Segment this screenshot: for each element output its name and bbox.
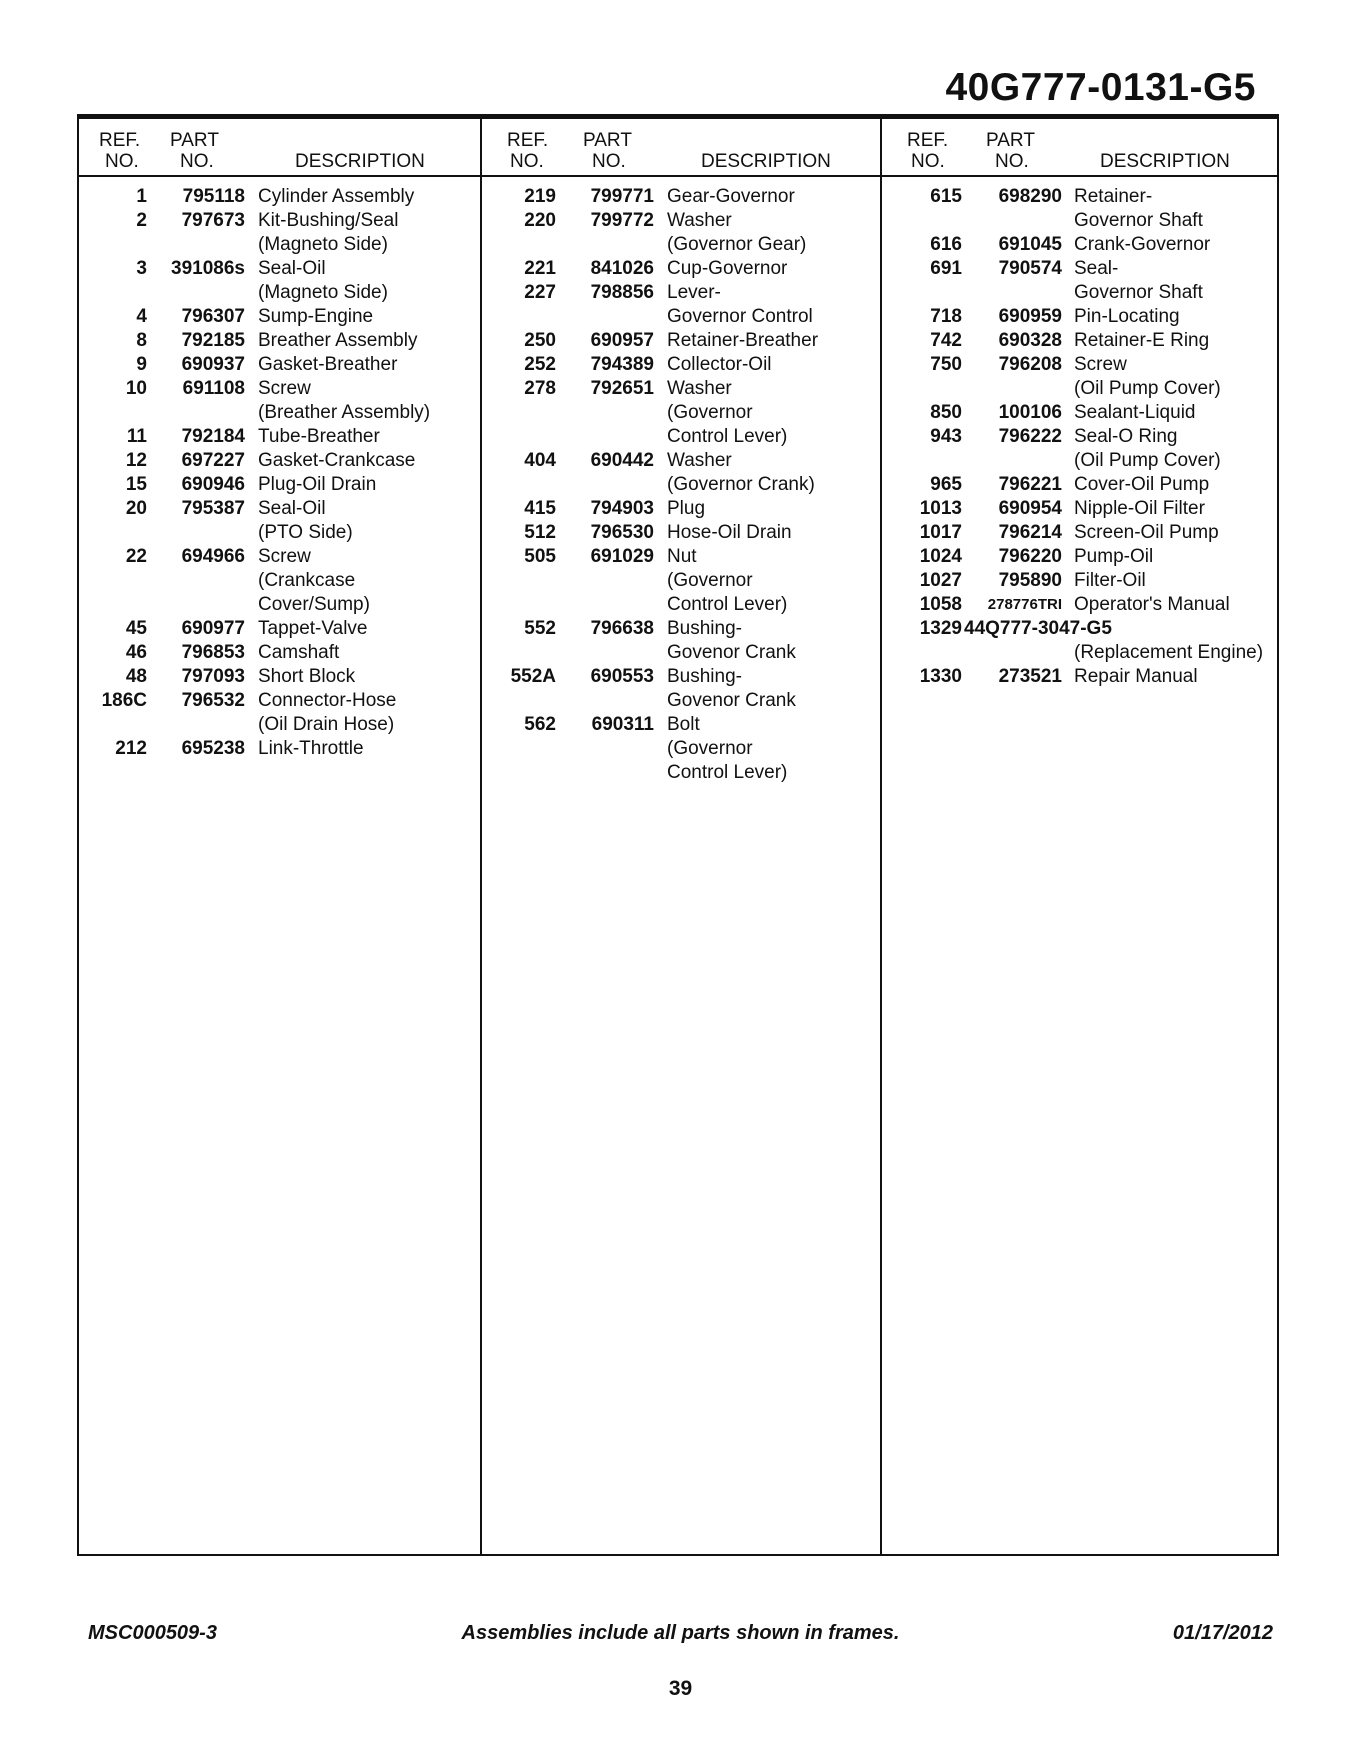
part-number: 690954 xyxy=(998,498,1062,519)
part-description xyxy=(1074,425,1279,473)
table-row xyxy=(79,665,480,689)
description-line: Plug-Oil Drain xyxy=(258,474,377,495)
part-header-line1: PART xyxy=(170,130,219,151)
description-line: Repair Manual xyxy=(1074,666,1198,687)
table-row xyxy=(79,473,480,497)
ref-number: 12 xyxy=(125,450,147,471)
part-description xyxy=(258,329,480,353)
part-description xyxy=(258,689,480,737)
part-number: 695238 xyxy=(181,738,245,759)
ref-number: 278 xyxy=(524,378,556,399)
part-description xyxy=(1074,569,1279,593)
footer-code: MSC000509-3 xyxy=(88,1622,217,1644)
part-number: 690328 xyxy=(998,330,1062,351)
ref-number: 20 xyxy=(125,498,147,519)
ref-number: 415 xyxy=(524,498,556,519)
ref-header-line1: REF. xyxy=(507,130,549,151)
description-line: Gear-Governor xyxy=(667,186,795,207)
part-header-line2: NO. xyxy=(592,151,626,172)
ref-number: 1024 xyxy=(919,546,962,567)
table-row xyxy=(482,617,882,665)
description-line: Plug xyxy=(667,498,706,519)
ref-number: 1058 xyxy=(919,594,962,615)
description-line: (Governor xyxy=(667,402,753,423)
part-number: 799772 xyxy=(590,210,654,231)
ref-number: 850 xyxy=(930,402,962,423)
part-description xyxy=(667,329,882,353)
description-line: Washer xyxy=(667,378,732,399)
part-description xyxy=(258,425,480,449)
table-row xyxy=(79,617,480,641)
ref-number: 212 xyxy=(115,738,147,759)
table-row xyxy=(882,665,1279,689)
parts-list xyxy=(882,177,1279,689)
description-line: Control Lever) xyxy=(667,594,788,615)
part-number: 796214 xyxy=(998,522,1062,543)
part-number: 796208 xyxy=(998,354,1062,375)
description-line: Cover-Oil Pump xyxy=(1074,474,1210,495)
description-line: Pin-Locating xyxy=(1074,306,1180,327)
part-header-line2: NO. xyxy=(995,151,1029,172)
description-line: Cover/Sump) xyxy=(258,594,370,615)
part-description xyxy=(258,185,480,209)
description-line: Seal- xyxy=(1074,258,1119,279)
parts-column-3 xyxy=(880,119,1279,1554)
part-number: 796853 xyxy=(181,642,245,663)
table-row xyxy=(482,329,882,353)
description-line: Camshaft xyxy=(258,642,340,663)
table-row xyxy=(482,545,882,617)
part-description xyxy=(258,737,480,761)
part-number: 690553 xyxy=(590,666,654,687)
description-line: Gasket-Breather xyxy=(258,354,398,375)
part-description xyxy=(667,257,882,281)
table-row xyxy=(482,281,882,329)
description-line: (Governor xyxy=(667,738,753,759)
part-number: 792185 xyxy=(181,330,245,351)
description-line: Seal-O Ring xyxy=(1074,426,1178,447)
ref-number: 45 xyxy=(125,618,147,639)
ref-number: 219 xyxy=(524,186,556,207)
description-line xyxy=(1074,617,1279,641)
parts-list xyxy=(79,177,480,761)
table-row xyxy=(79,209,480,257)
description-line: Sump-Engine xyxy=(258,306,374,327)
ref-number: 718 xyxy=(930,306,962,327)
part-number: 44Q777-3047-G5 xyxy=(964,618,1112,639)
description-line: Filter-Oil xyxy=(1074,570,1146,591)
ref-number: 1 xyxy=(136,186,147,207)
part-description xyxy=(667,665,882,713)
description-line: Tube-Breather xyxy=(258,426,380,447)
table-row xyxy=(79,497,480,545)
table-row xyxy=(882,401,1279,425)
part-number: 792651 xyxy=(590,378,654,399)
ref-number: 742 xyxy=(930,330,962,351)
description-line: Governor Shaft xyxy=(1074,282,1203,303)
part-description xyxy=(1074,233,1279,257)
description-line: Pump-Oil xyxy=(1074,546,1154,567)
table-row xyxy=(79,641,480,665)
ref-number: 552A xyxy=(510,666,556,687)
part-description xyxy=(1074,305,1279,329)
ref-number: 8 xyxy=(136,330,147,351)
table-row xyxy=(79,449,480,473)
description-header: DESCRIPTION xyxy=(1100,151,1230,172)
description-line: Retainer-Breather xyxy=(667,330,819,351)
table-row xyxy=(79,353,480,377)
description-line: (Oil Drain Hose) xyxy=(258,714,395,735)
part-description xyxy=(667,545,882,617)
description-line: Crank-Governor xyxy=(1074,234,1211,255)
table-row xyxy=(882,425,1279,473)
description-line: Governor Shaft xyxy=(1074,210,1203,231)
description-line: (Governor Crank) xyxy=(667,474,815,495)
ref-number: 1017 xyxy=(919,522,962,543)
description-line: Collector-Oil xyxy=(667,354,772,375)
ref-number: 404 xyxy=(524,450,556,471)
parts-column-2 xyxy=(480,119,882,1554)
ref-number: 3 xyxy=(136,258,147,279)
part-number: 391086s xyxy=(171,258,245,279)
ref-number: 1027 xyxy=(919,570,962,591)
description-line: (Breather Assembly) xyxy=(258,402,431,423)
part-number: 690946 xyxy=(181,474,245,495)
part-number: 795118 xyxy=(182,186,245,207)
part-number: 796530 xyxy=(590,522,654,543)
part-description xyxy=(667,281,882,329)
description-line: Lever- xyxy=(667,282,721,303)
part-description xyxy=(1074,473,1279,497)
part-number: 691108 xyxy=(182,378,245,399)
description-line: Hose-Oil Drain xyxy=(667,522,792,543)
part-header-line1: PART xyxy=(583,130,632,151)
table-row xyxy=(482,257,882,281)
part-description xyxy=(258,449,480,473)
table-row xyxy=(482,521,882,545)
footer-note: Assemblies include all parts shown in frames. xyxy=(461,1622,900,1644)
part-number: 690311 xyxy=(591,714,654,735)
part-number: 278776TRI xyxy=(987,596,1062,613)
part-header-line1: PART xyxy=(986,130,1035,151)
ref-number: 750 xyxy=(930,354,962,375)
part-number: 690957 xyxy=(590,330,654,351)
column-header xyxy=(882,119,1279,177)
table-row xyxy=(79,257,480,305)
part-number: 798856 xyxy=(590,282,654,303)
part-header-line2: NO. xyxy=(180,151,214,172)
ref-header-line2: NO. xyxy=(911,151,945,172)
table-row xyxy=(482,449,882,497)
part-number: 797093 xyxy=(181,666,245,687)
ref-number: 965 xyxy=(930,474,962,495)
table-row xyxy=(79,689,480,737)
ref-number: 2 xyxy=(136,210,147,231)
table-row xyxy=(882,593,1279,617)
table-row xyxy=(482,209,882,257)
part-number: 796638 xyxy=(590,618,654,639)
parts-column-1 xyxy=(79,119,480,1554)
description-line: Screen-Oil Pump xyxy=(1074,522,1219,543)
ref-number: 46 xyxy=(125,642,147,663)
part-description xyxy=(667,353,882,377)
description-line: (PTO Side) xyxy=(258,522,353,543)
description-line: Gasket-Crankcase xyxy=(258,450,416,471)
part-number: 691029 xyxy=(590,546,654,567)
table-row xyxy=(79,737,480,761)
document-id: 40G777-0131-G5 xyxy=(945,66,1256,109)
part-number: 796532 xyxy=(181,690,245,711)
description-line: Govenor Crank xyxy=(667,690,796,711)
part-description xyxy=(258,473,480,497)
description-line: Operator's Manual xyxy=(1074,594,1230,615)
description-line: Short Block xyxy=(258,666,356,687)
table-row xyxy=(882,497,1279,521)
part-number: 795890 xyxy=(998,570,1062,591)
description-line: Screw xyxy=(258,378,311,399)
part-number: 792184 xyxy=(181,426,245,447)
description-line: (Crankcase xyxy=(258,570,356,591)
part-description xyxy=(258,545,480,617)
part-description xyxy=(1074,353,1279,401)
table-row xyxy=(882,185,1279,233)
description-line: (Governor Gear) xyxy=(667,234,807,255)
table-row xyxy=(882,257,1279,305)
part-description xyxy=(258,257,480,305)
description-header: DESCRIPTION xyxy=(295,151,425,172)
ref-number: 221 xyxy=(524,258,556,279)
part-description xyxy=(1074,665,1279,689)
part-number: 794903 xyxy=(590,498,654,519)
part-description xyxy=(667,209,882,257)
part-number: 795387 xyxy=(181,498,245,519)
column-header xyxy=(79,119,480,177)
ref-number: 22 xyxy=(125,546,147,567)
ref-number: 11 xyxy=(126,426,147,447)
ref-number: 1329 xyxy=(919,618,962,639)
description-line: Govenor Crank xyxy=(667,642,796,663)
part-description xyxy=(258,209,480,257)
table-row xyxy=(882,233,1279,257)
part-number: 790574 xyxy=(998,258,1062,279)
description-line: Seal-Oil xyxy=(258,258,326,279)
ref-number: 943 xyxy=(930,426,962,447)
table-row xyxy=(79,185,480,209)
ref-number: 10 xyxy=(125,378,147,399)
description-line: Nipple-Oil Filter xyxy=(1074,498,1205,519)
part-number: 796307 xyxy=(181,306,245,327)
table-row xyxy=(79,425,480,449)
ref-header-line1: REF. xyxy=(907,130,949,151)
description-line: Seal-Oil xyxy=(258,498,326,519)
part-description xyxy=(258,353,480,377)
ref-header-line1: REF. xyxy=(99,130,141,151)
part-description xyxy=(1074,521,1279,545)
description-line: Control Lever) xyxy=(667,426,788,447)
table-row xyxy=(882,353,1279,401)
ref-number: 616 xyxy=(930,234,962,255)
description-line: (Magneto Side) xyxy=(258,282,388,303)
part-description xyxy=(1074,545,1279,569)
part-description xyxy=(1074,401,1279,425)
ref-number: 505 xyxy=(524,546,556,567)
footer-date: 01/17/2012 xyxy=(1172,1622,1273,1644)
table-row xyxy=(79,545,480,617)
description-line: Bushing- xyxy=(667,666,742,687)
table-row xyxy=(882,329,1279,353)
part-number: 698290 xyxy=(998,186,1062,207)
table-row xyxy=(79,377,480,425)
description-line: Bolt xyxy=(667,714,700,735)
description-line: Breather Assembly xyxy=(258,330,418,351)
description-line: Link-Throttle xyxy=(258,738,364,759)
part-description xyxy=(1074,617,1279,665)
ref-number: 227 xyxy=(524,282,556,303)
description-line: Tappet-Valve xyxy=(258,618,368,639)
ref-number: 252 xyxy=(524,354,556,375)
ref-number: 186C xyxy=(101,690,147,711)
description-line: Bushing- xyxy=(667,618,742,639)
ref-number: 552 xyxy=(524,618,556,639)
column-header xyxy=(482,119,882,177)
description-line: Retainer-E Ring xyxy=(1074,330,1210,351)
ref-number: 1330 xyxy=(919,666,962,687)
description-line: Control Lever) xyxy=(667,762,788,783)
table-row xyxy=(882,545,1279,569)
part-description xyxy=(258,377,480,425)
description-line: (Replacement Engine) xyxy=(1074,642,1264,663)
description-line: Screw xyxy=(1074,354,1127,375)
part-description xyxy=(258,305,480,329)
table-row xyxy=(482,665,882,713)
ref-number: 562 xyxy=(524,714,556,735)
part-description xyxy=(667,521,882,545)
part-number: 694966 xyxy=(181,546,245,567)
parts-list xyxy=(482,177,882,785)
table-row xyxy=(482,713,882,785)
description-line: Washer xyxy=(667,450,732,471)
table-row xyxy=(882,617,1279,665)
ref-number: 1013 xyxy=(919,498,962,519)
part-description xyxy=(667,377,882,449)
table-row xyxy=(482,497,882,521)
part-description xyxy=(667,497,882,521)
part-description xyxy=(1074,593,1279,617)
part-description xyxy=(667,713,882,785)
part-description xyxy=(258,497,480,545)
description-line: Cup-Governor xyxy=(667,258,788,279)
ref-number: 48 xyxy=(125,666,147,687)
part-number: 690977 xyxy=(181,618,245,639)
ref-number: 691 xyxy=(930,258,962,279)
part-number: 794389 xyxy=(590,354,654,375)
description-line: Governor Control xyxy=(667,306,813,327)
description-line: (Magneto Side) xyxy=(258,234,388,255)
part-number: 100106 xyxy=(998,402,1062,423)
table-row xyxy=(882,521,1279,545)
ref-number: 220 xyxy=(524,210,556,231)
ref-number: 250 xyxy=(524,330,556,351)
part-description xyxy=(1074,257,1279,305)
part-description xyxy=(667,617,882,665)
table-row xyxy=(482,185,882,209)
part-number: 690442 xyxy=(590,450,654,471)
description-line: Washer xyxy=(667,210,732,231)
ref-number: 615 xyxy=(930,186,962,207)
parts-table-frame xyxy=(77,114,1279,1556)
part-number: 690959 xyxy=(998,306,1062,327)
part-number: 273521 xyxy=(998,666,1062,687)
description-line: (Oil Pump Cover) xyxy=(1074,450,1221,471)
part-number: 697227 xyxy=(181,450,245,471)
part-number: 690937 xyxy=(181,354,245,375)
description-line: Kit-Bushing/Seal xyxy=(258,210,399,231)
part-number: 841026 xyxy=(590,258,654,279)
description-line: Screw xyxy=(258,546,311,567)
ref-header-line2: NO. xyxy=(105,151,139,172)
part-number: 797673 xyxy=(181,210,245,231)
ref-number: 15 xyxy=(125,474,147,495)
ref-number: 9 xyxy=(136,354,147,375)
part-description xyxy=(667,449,882,497)
ref-header-line2: NO. xyxy=(510,151,544,172)
part-description xyxy=(1074,497,1279,521)
ref-number: 512 xyxy=(524,522,556,543)
part-number: 796222 xyxy=(998,426,1062,447)
description-line: Connector-Hose xyxy=(258,690,397,711)
part-number: 691045 xyxy=(998,234,1062,255)
table-row xyxy=(482,377,882,449)
part-number: 796220 xyxy=(998,546,1062,567)
part-number: 796221 xyxy=(998,474,1062,495)
part-number: 799771 xyxy=(590,186,654,207)
description-line: Sealant-Liquid xyxy=(1074,402,1196,423)
table-row xyxy=(79,329,480,353)
ref-number: 4 xyxy=(136,306,147,327)
page-number: 39 xyxy=(668,1677,693,1700)
description-line: Nut xyxy=(667,546,697,567)
table-row xyxy=(482,353,882,377)
part-description xyxy=(667,185,882,209)
description-line: (Oil Pump Cover) xyxy=(1074,378,1221,399)
part-description xyxy=(1074,185,1279,233)
part-description xyxy=(1074,329,1279,353)
part-description xyxy=(258,641,480,665)
description-header: DESCRIPTION xyxy=(701,151,831,172)
description-line: Cylinder Assembly xyxy=(258,186,415,207)
part-description xyxy=(258,665,480,689)
table-row xyxy=(79,305,480,329)
table-row xyxy=(882,473,1279,497)
description-line: (Governor xyxy=(667,570,753,591)
part-description xyxy=(258,617,480,641)
table-row xyxy=(882,569,1279,593)
description-line: Retainer- xyxy=(1074,186,1153,207)
table-row xyxy=(882,305,1279,329)
